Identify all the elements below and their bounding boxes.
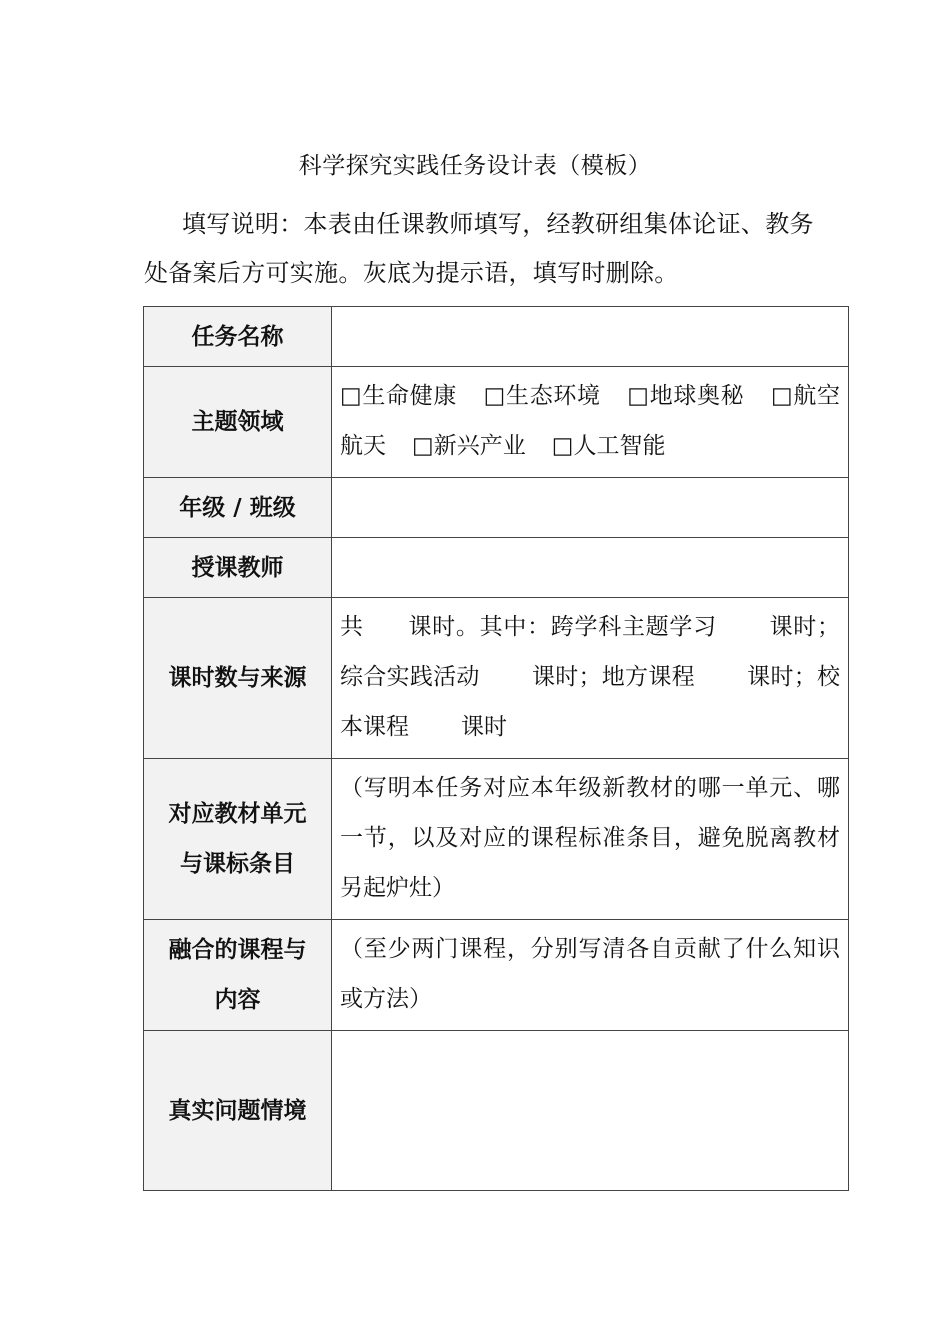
task-name-field[interactable] [332, 307, 849, 367]
real-problem-field[interactable] [332, 1031, 849, 1191]
hours-text-school: 课时；校本课程 [340, 664, 841, 740]
hours-text-practice: 课时；综合实践活动 [340, 614, 841, 690]
row-hours [144, 598, 849, 759]
row-theme-domain [144, 367, 849, 478]
row-textbook-unit [144, 759, 849, 920]
teacher-field[interactable] [332, 538, 849, 598]
row-task-name [144, 307, 849, 367]
row-grade-class [144, 478, 849, 538]
real-problem-label: 真实问题情境 [144, 1031, 332, 1191]
courses-label [144, 920, 332, 1031]
row-teacher [144, 538, 849, 598]
courses-hint[interactable]: （至少两门课程，分别写清各自贡献了什么知识或方法） [332, 920, 849, 1031]
hours-label: 课时数与来源 [144, 598, 332, 759]
hours-text-interdisciplinary: 课时。其中：跨学科主题学习 [407, 614, 717, 640]
option-earth-mystery[interactable]: □地球奥秘 [626, 383, 745, 409]
task-design-table [143, 306, 849, 1191]
row-real-problem [144, 1031, 849, 1191]
textbook-unit-hint[interactable]: （写明本任务对应本年级新教材的哪一单元、哪一节，以及对应的课程标准条目，避免脱离教材另起炉灶） [332, 759, 849, 920]
option-emerging-industry[interactable]: □新兴产业 [412, 433, 526, 459]
textbook-unit-label [144, 759, 332, 920]
option-ecology[interactable]: □生态环境 [483, 383, 601, 409]
grade-class-label: 年级 / 班级 [144, 478, 332, 538]
textbook-unit-label-line1: 对应教材单元 [168, 801, 307, 827]
hours-text-end: 课时 [461, 714, 507, 740]
document-title: 科学探究实践任务设计表（模板） [298, 153, 652, 179]
fill-instructions: 填写说明：本表由任课教师填写，经教研组集体论证、教务处备案后方可实施。灰底为提示语，填写时删除。 [144, 210, 814, 287]
hours-field[interactable] [332, 598, 849, 759]
option-artificial-intelligence[interactable]: □人工智能 [551, 433, 666, 459]
option-life-health[interactable]: □生命健康 [340, 383, 457, 409]
task-name-label: 任务名称 [144, 307, 332, 367]
teacher-label: 授课教师 [144, 538, 332, 598]
textbook-unit-label-line2: 与课标条目 [180, 851, 295, 877]
theme-domain-options [332, 367, 849, 478]
option-aerospace[interactable]: □航空航天 [340, 383, 841, 459]
courses-label-line2: 内容 [214, 987, 261, 1013]
courses-label-line1: 融合的课程与 [168, 937, 307, 963]
row-courses [144, 920, 849, 1031]
hours-text-local: 课时；地方课程 [531, 664, 695, 690]
hours-text-total: 共 [340, 614, 364, 640]
theme-domain-label: 主题领域 [144, 367, 332, 478]
grade-class-field[interactable] [332, 478, 849, 538]
